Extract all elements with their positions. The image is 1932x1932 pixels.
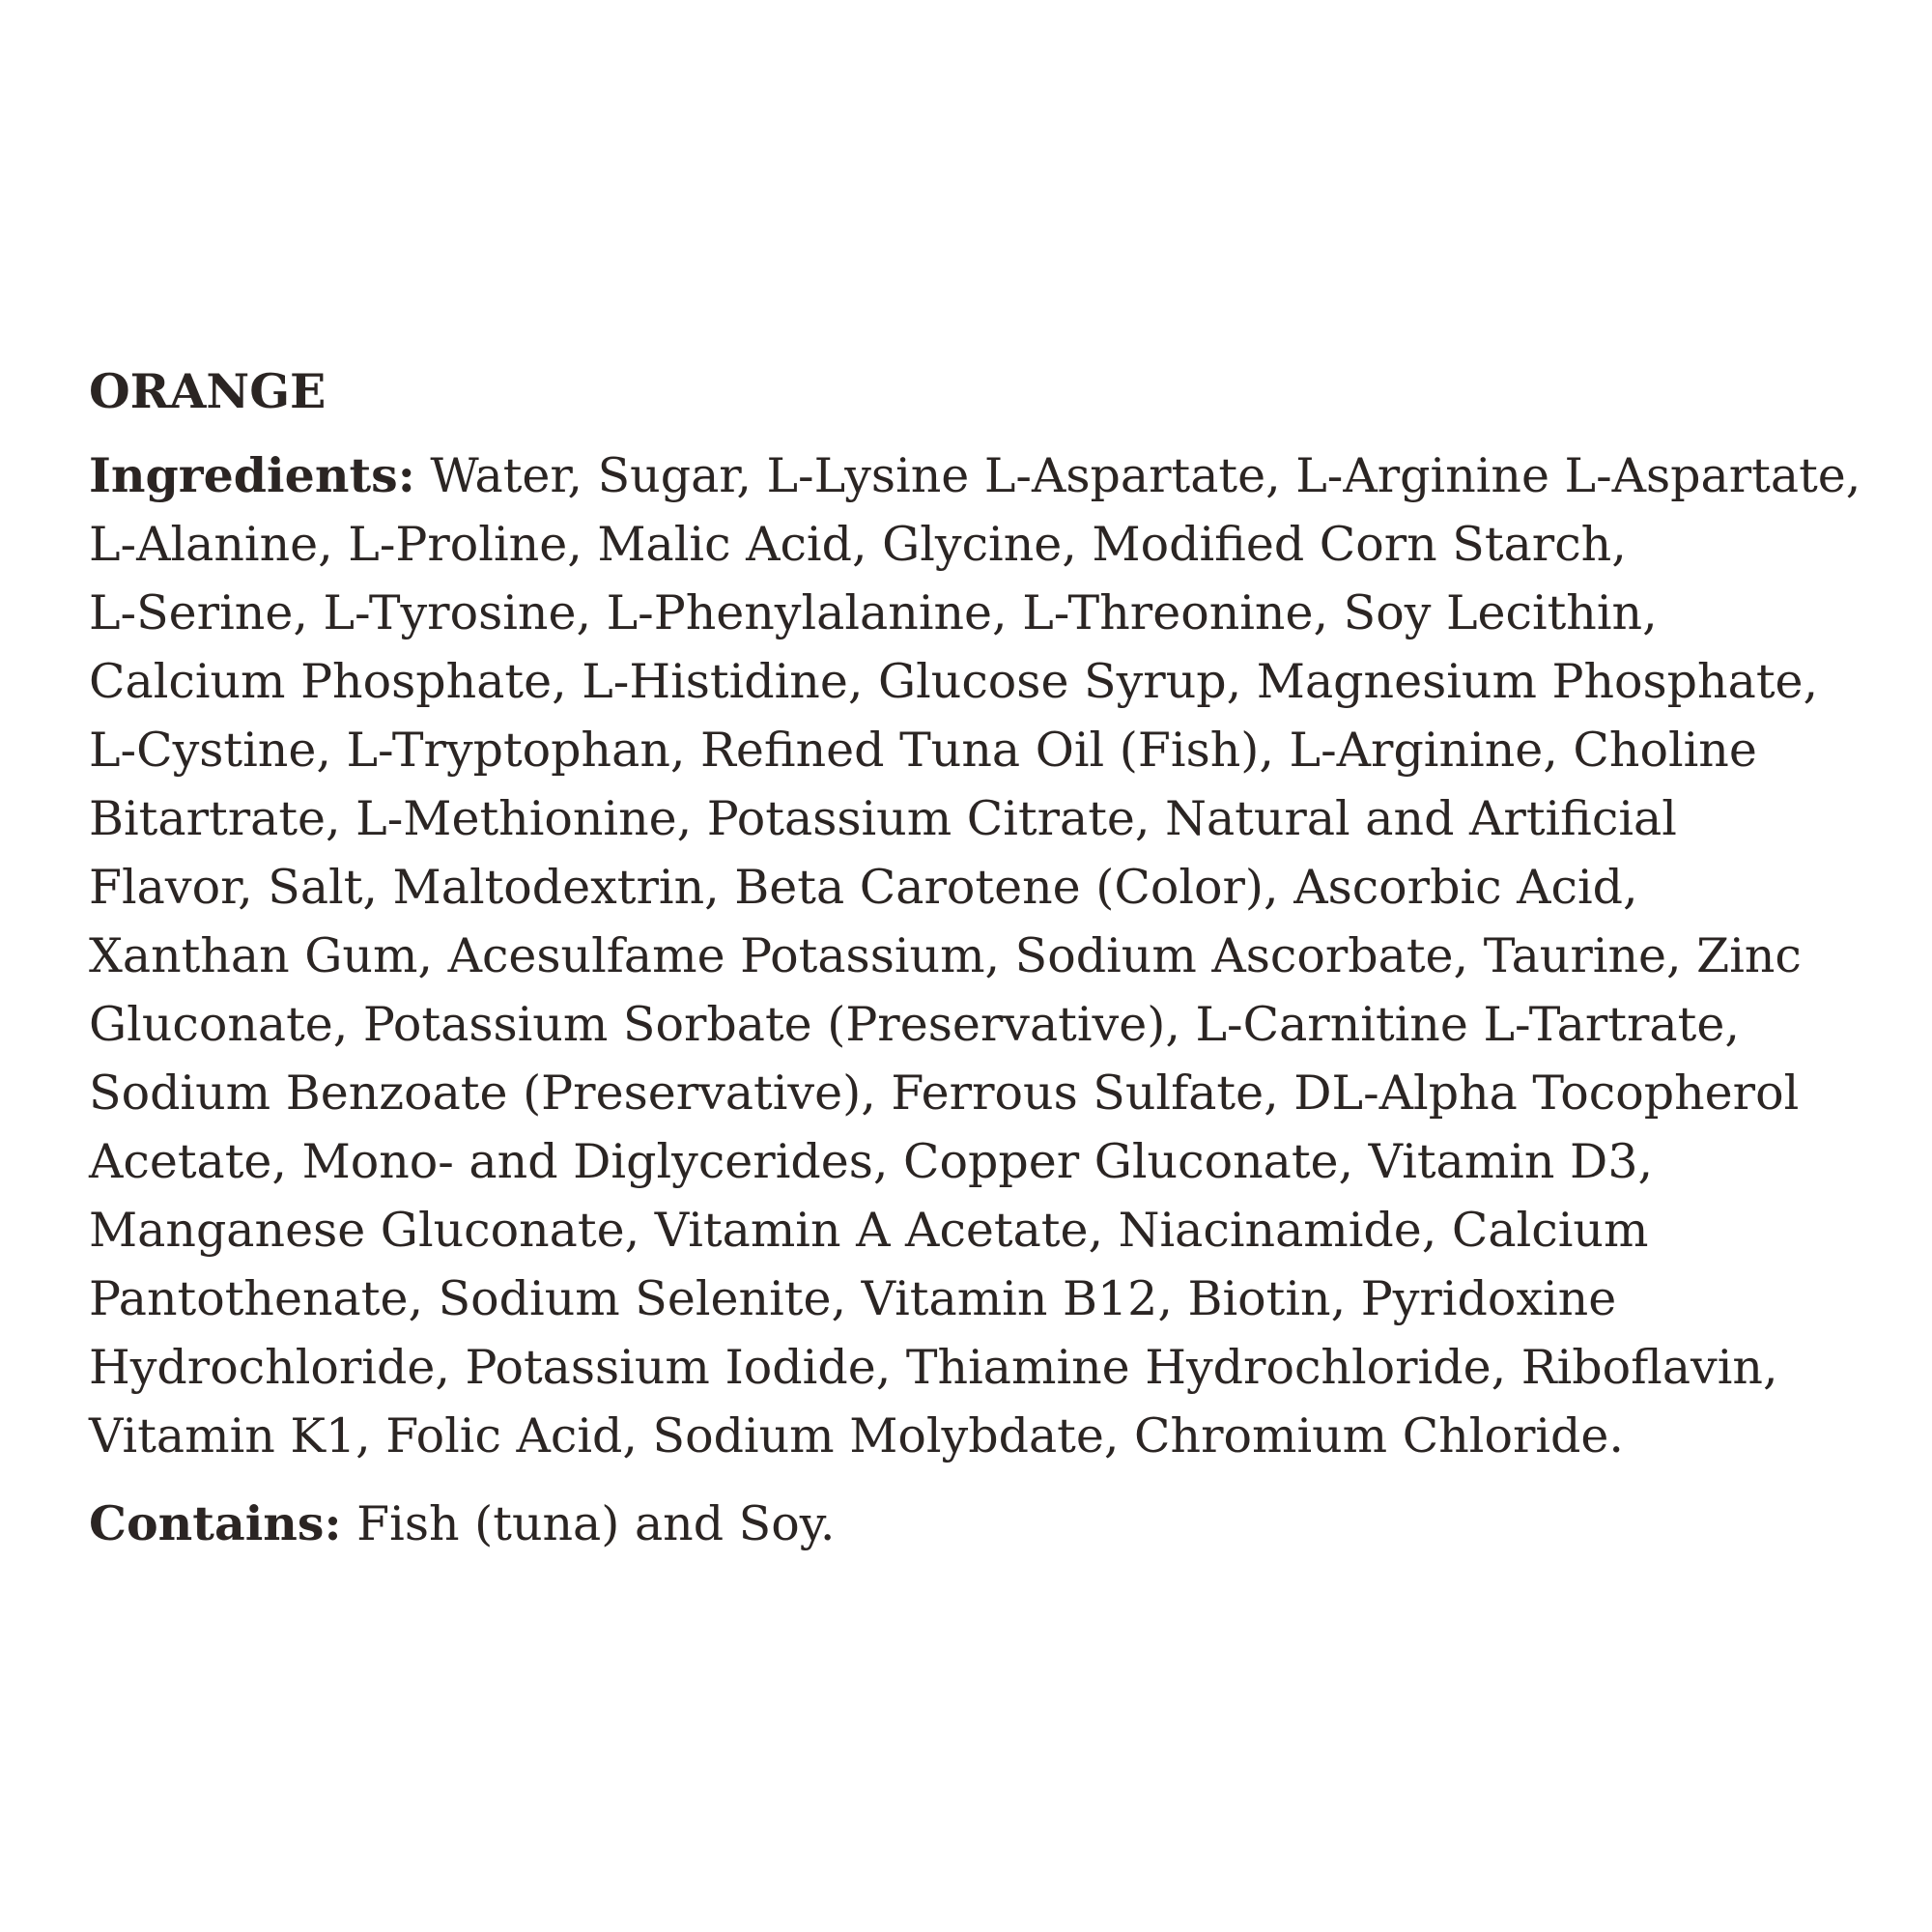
ingredients-line: Calcium Phosphate, L-Histidine, Glucose Syrup, Magnesium Phosphate, bbox=[89, 654, 1819, 709]
ingredients-line: Hydrochloride, Potassium Iodide, Thiamine Hydrochloride, Riboflavin, bbox=[89, 1340, 1778, 1395]
contains-text: Fish (tuna) and Soy. bbox=[341, 1496, 836, 1551]
ingredients-line: Sodium Benzoate (Preservative), Ferrous Sulfate, DL-Alpha Tocopherol bbox=[89, 1065, 1800, 1121]
ingredients-label: Ingredients: bbox=[89, 447, 415, 503]
ingredients-line: Manganese Gluconate, Vitamin A Acetate, Niacinamide, Calcium bbox=[89, 1203, 1649, 1258]
contains-label: Contains: bbox=[89, 1495, 342, 1551]
ingredients-line: Pantothenate, Sodium Selenite, Vitamin B12, Biotin, Pyridoxine bbox=[89, 1271, 1617, 1326]
ingredients-paragraph bbox=[89, 441, 1886, 1470]
ingredients-line: Bitartrate, L-Methionine, Potassium Citrate, Natural and Artificial bbox=[89, 791, 1677, 846]
contains-paragraph bbox=[89, 1490, 1886, 1558]
ingredients-line-text: Water, Sugar, L-Lysine L-Aspartate, L-Arginine L-Aspartate, bbox=[414, 448, 1861, 503]
ingredients-line bbox=[89, 441, 1886, 510]
ingredients-line: L-Cystine, L-Tryptophan, Refined Tuna Oil (Fish), L-Arginine, Choline bbox=[89, 723, 1757, 778]
ingredient-label bbox=[89, 362, 1886, 1558]
ingredients-line: Acetate, Mono- and Diglycerides, Copper Gluconate, Vitamin D3, bbox=[89, 1134, 1654, 1189]
flavor-title: ORANGE bbox=[89, 363, 327, 419]
ingredients-line: Vitamin K1, Folic Acid, Sodium Molybdate, Chromium Chloride. bbox=[89, 1408, 1624, 1463]
ingredients-line: L-Serine, L-Tyrosine, L-Phenylalanine, L-Threonine, Soy Lecithin, bbox=[89, 585, 1658, 640]
ingredients-line: Flavor, Salt, Maltodextrin, Beta Carotene (Color), Ascorbic Acid, bbox=[89, 860, 1638, 915]
ingredients-line: L-Alanine, L-Proline, Malic Acid, Glycine, Modified Corn Starch, bbox=[89, 517, 1627, 572]
ingredients-line: Xanthan Gum, Acesulfame Potassium, Sodium Ascorbate, Taurine, Zinc bbox=[89, 928, 1802, 983]
ingredients-line: Gluconate, Potassium Sorbate (Preservative), L-Carnitine L-Tartrate, bbox=[89, 997, 1740, 1052]
